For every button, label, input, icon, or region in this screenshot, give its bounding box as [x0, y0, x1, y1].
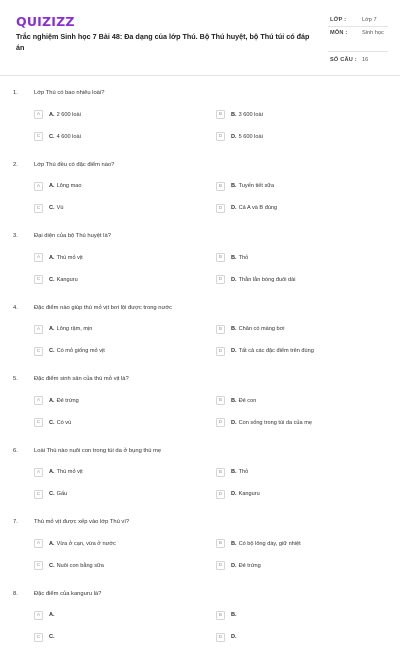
option-letter-box: A — [34, 325, 43, 334]
question-number: 3. — [13, 233, 18, 239]
option-key: B. — [231, 326, 237, 332]
option-text: Tuyến tiết sữa — [238, 183, 275, 189]
question-number: 6. — [13, 447, 18, 454]
option-text: 5 600 loài — [238, 133, 263, 140]
option-letter-box: D — [216, 204, 225, 213]
option-label — [231, 491, 260, 497]
option-key: B. — [231, 612, 237, 618]
count-label: SỐ CÂU : — [330, 57, 357, 63]
option-text: Con sống trong túi da của mẹ — [238, 419, 312, 426]
option-letter-box: B — [216, 182, 225, 191]
option-label — [49, 634, 57, 640]
option-text: 2 600 loài — [56, 111, 81, 118]
option-letter-box: C — [34, 418, 43, 427]
count-value: 16 — [362, 57, 369, 63]
option-key: D. — [231, 348, 237, 354]
option-key: D. — [231, 491, 237, 497]
option-text: Lông rậm, mịn — [56, 326, 93, 332]
option-key: D. — [231, 562, 237, 569]
option-label — [49, 398, 79, 404]
option-text: Nuôi con bằng sữa — [56, 562, 104, 569]
option-label — [49, 134, 81, 140]
meta-divider — [328, 26, 388, 27]
question-item — [0, 219, 400, 290]
option-label — [231, 134, 263, 140]
option-text: Có vú — [56, 419, 72, 426]
option-key: C. — [49, 419, 55, 426]
option-text: 3 600 loài — [238, 111, 263, 118]
option-text: Vú — [56, 205, 64, 211]
option-letter-box: A — [34, 110, 43, 119]
question-item — [0, 434, 400, 505]
option-label — [49, 469, 83, 475]
option-letter-box: B — [216, 325, 225, 334]
option-label — [49, 541, 116, 547]
option-text: Chân có màng bơi — [238, 326, 285, 332]
option-text: Thỏ — [238, 254, 249, 261]
option-letter-box: C — [34, 347, 43, 356]
option-label — [49, 277, 78, 283]
question-number: 8. — [13, 590, 18, 597]
option-key: C. — [49, 133, 55, 140]
class-label: LỚP : — [330, 17, 347, 23]
option-letter-box: B — [216, 396, 225, 405]
option-label — [231, 420, 312, 426]
option-letter-box: D — [216, 633, 225, 642]
option-key: C. — [49, 491, 55, 497]
option-label — [49, 326, 92, 332]
option-text: Kanguru — [56, 276, 78, 283]
option-key: A. — [49, 254, 55, 261]
option-key: A. — [49, 111, 55, 118]
question-number: 7. — [13, 519, 18, 525]
option-text: Đẻ trứng — [56, 397, 79, 404]
option-text: Thằn lằn bóng đuôi dài — [238, 276, 296, 283]
option-letter-box: B — [216, 539, 225, 548]
option-label — [231, 612, 239, 618]
question-text: Thú mỏ vịt được xếp vào lớp Thú vì? — [34, 519, 130, 525]
option-key: D. — [231, 634, 237, 640]
option-text: Đẻ trứng — [238, 562, 261, 569]
option-letter-box: C — [34, 490, 43, 499]
question-item — [0, 362, 400, 433]
option-text: Vừa ở cạn, vừa ở nước — [56, 540, 116, 547]
option-key: D. — [231, 276, 237, 283]
option-text: Thỏ — [238, 469, 249, 475]
option-letter-box: A — [34, 182, 43, 191]
question-item — [0, 76, 400, 147]
option-label — [49, 563, 104, 569]
option-key: A. — [49, 612, 55, 618]
option-letter-box: B — [216, 110, 225, 119]
subject-label: MÔN : — [330, 30, 348, 36]
option-letter-box: A — [34, 396, 43, 405]
option-label — [231, 348, 314, 354]
quizizz-logo — [16, 14, 75, 29]
option-key: C. — [49, 205, 55, 211]
question-item — [0, 291, 400, 362]
option-letter-box: C — [34, 132, 43, 141]
meta-divider — [328, 51, 388, 52]
option-label — [49, 112, 81, 118]
option-key: B. — [231, 469, 237, 475]
option-letter-box: A — [34, 468, 43, 477]
option-text: Có bộ lông dày, giữ nhiệt — [238, 540, 301, 547]
option-label — [49, 183, 81, 189]
option-key: A. — [49, 397, 55, 404]
option-key: B. — [231, 397, 237, 404]
option-text: Thú mỏ vịt — [56, 469, 83, 475]
option-label — [49, 612, 57, 618]
option-letter-box: A — [34, 539, 43, 548]
option-text: 4 600 loài — [56, 133, 81, 140]
option-key: B. — [231, 183, 237, 189]
option-label — [49, 348, 105, 354]
option-key: D. — [231, 419, 237, 426]
option-letter-box: A — [34, 253, 43, 262]
option-key: C. — [49, 634, 55, 640]
question-item — [0, 505, 400, 576]
option-text: Có mỏ giống mỏ vịt — [56, 348, 105, 354]
option-label — [231, 469, 248, 475]
class-value: Lớp 7 — [362, 17, 377, 23]
option-label — [231, 205, 277, 211]
option-letter-box: D — [216, 347, 225, 356]
option-text: Lông mao — [56, 183, 82, 189]
option-key: B. — [231, 254, 237, 261]
question-number: 2. — [13, 161, 18, 168]
logo-text: QUIZIZZ — [16, 14, 75, 29]
option-label — [49, 255, 83, 261]
question-text: Lớp Thú có bao nhiêu loài? — [34, 90, 105, 96]
option-label — [231, 183, 274, 189]
option-label — [231, 541, 301, 547]
option-key: A. — [49, 326, 55, 332]
option-key: A. — [49, 469, 55, 475]
option-key: D. — [231, 205, 237, 211]
option-label — [49, 205, 63, 211]
option-letter-box: B — [216, 611, 225, 620]
option-letter-box: A — [34, 611, 43, 620]
question-number: 1. — [13, 90, 18, 96]
question-text: Đại diện của bộ Thú huyệt là? — [34, 233, 111, 239]
question-text: Loài Thú nào nuôi con trong túi da ở bụng thú mẹ — [34, 447, 162, 454]
option-label — [231, 326, 285, 332]
option-letter-box: B — [216, 468, 225, 477]
option-letter-box: C — [34, 633, 43, 642]
option-text: Kanguru — [238, 491, 260, 497]
option-text: Tất cả các đặc điểm trên đúng — [238, 348, 314, 354]
option-letter-box: C — [34, 204, 43, 213]
subject-value: Sinh học — [362, 30, 384, 36]
question-item — [0, 577, 400, 648]
question-item — [0, 148, 400, 219]
option-key: B. — [231, 540, 237, 547]
option-letter-box: D — [216, 490, 225, 499]
option-key: D. — [231, 133, 237, 140]
question-text: Đặc điểm nào giúp thú mỏ vịt bơi lội được trong nước — [34, 304, 173, 311]
option-text: Thú mỏ vịt — [56, 254, 83, 261]
option-text: Gấu — [56, 491, 68, 497]
option-text: Cả A và B đúng — [238, 205, 278, 211]
question-number: 4. — [13, 304, 18, 311]
option-label — [231, 112, 263, 118]
option-label — [231, 563, 261, 569]
question-text: Đặc điểm sinh sản của thú mỏ vịt là? — [34, 376, 129, 382]
question-number: 5. — [13, 376, 18, 382]
option-key: B. — [231, 111, 237, 118]
question-text: Lớp Thú đều có đặc điểm nào? — [34, 161, 115, 168]
option-key: C. — [49, 276, 55, 283]
option-key: C. — [49, 562, 55, 569]
option-label — [231, 634, 239, 640]
option-label — [49, 491, 67, 497]
option-letter-box: B — [216, 253, 225, 262]
worksheet-header — [0, 0, 400, 76]
option-letter-box: D — [216, 561, 225, 570]
option-key: A. — [49, 183, 55, 189]
option-text: Đẻ con — [238, 397, 257, 404]
option-letter-box: D — [216, 132, 225, 141]
option-letter-box: C — [34, 561, 43, 570]
option-label — [231, 277, 296, 283]
option-key: A. — [49, 540, 55, 547]
option-label — [231, 398, 256, 404]
option-label — [231, 255, 248, 261]
option-letter-box: D — [216, 275, 225, 284]
option-letter-box: C — [34, 275, 43, 284]
option-letter-box: D — [216, 418, 225, 427]
worksheet-title: Trắc nghiệm Sinh học 7 Bài 48: Đa dạng của lớp Thú. Bộ Thú huyệt, bộ Thú túi có đáp án — [16, 32, 310, 52]
option-key: C. — [49, 348, 55, 354]
option-label — [49, 420, 71, 426]
question-text: Đặc điểm của kanguru là? — [34, 590, 102, 597]
